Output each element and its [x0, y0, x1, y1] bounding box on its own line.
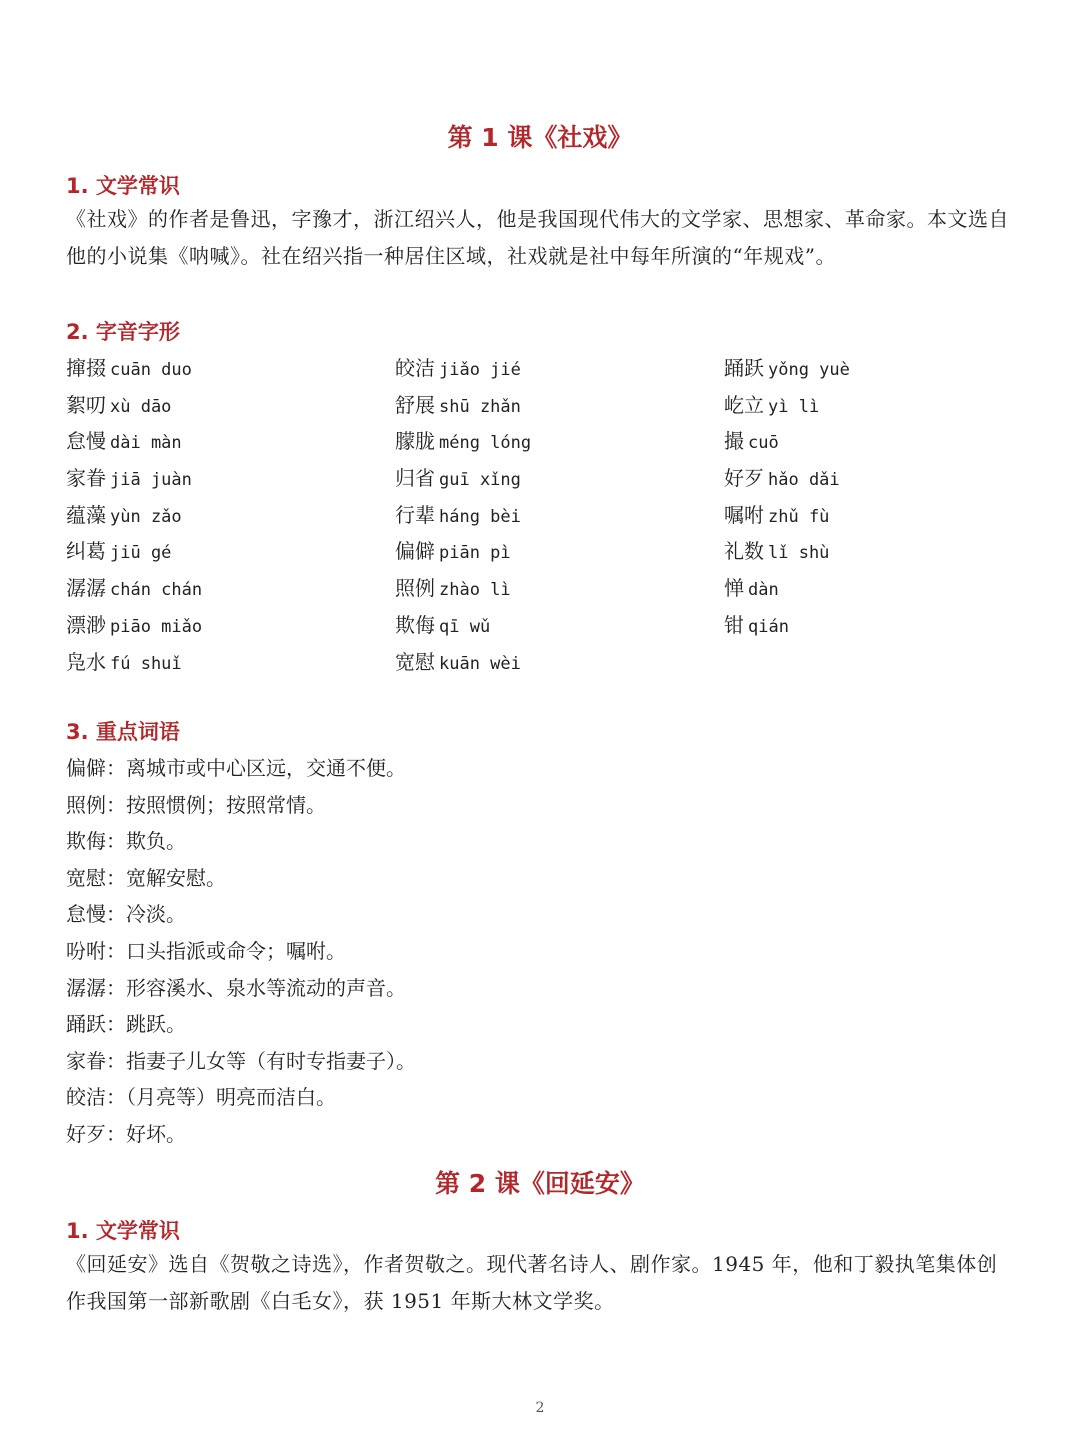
key-terms-list	[66, 750, 416, 1153]
lesson2-literary-text: 《回延安》选自《贺敬之诗选》，作者贺敬之。现代著名诗人、剧作家。1945 年，他和丁毅执笔集体创作我国第一部新歌剧《白毛女》，获 1951 年斯大林文学奖。	[66, 1252, 998, 1313]
vocab-item	[724, 497, 850, 534]
vocab-pinyin: guī xǐng	[439, 470, 521, 491]
key-term-item: 皎洁：（月亮等）明亮而洁白。	[66, 1085, 336, 1110]
vocab-item	[66, 607, 202, 644]
lesson1-section1-heading: 1. 文学常识	[66, 174, 180, 198]
vocab-item	[395, 423, 531, 460]
vocab-item	[66, 497, 202, 534]
vocab-pinyin: xù dāo	[110, 396, 172, 417]
key-term-item: 怠慢：冷淡。	[66, 902, 186, 927]
vocab-item	[395, 387, 531, 424]
vocab-pinyin: zhào lì	[439, 580, 511, 601]
vocab-word: 絮叨	[66, 392, 106, 417]
vocab-item	[66, 350, 202, 387]
vocab-word: 潺潺	[66, 576, 106, 601]
lesson1-title: 第 1 课《社戏》	[447, 123, 633, 152]
vocab-pinyin: qī wǔ	[439, 616, 491, 637]
vocab-item	[395, 350, 531, 387]
vocab-item	[395, 533, 531, 570]
vocab-pinyin: yǒng yuè	[768, 360, 850, 380]
key-term-item: 照例：按照惯例；按照常情。	[66, 792, 326, 817]
key-term-item: 欺侮：欺负。	[66, 829, 186, 854]
vocab-pinyin: yùn zǎo	[110, 506, 182, 527]
vocab-word: 纠葛	[66, 539, 106, 564]
key-term-item: 吩咐：口头指派或命令；嘱咐。	[66, 938, 346, 963]
lesson2-section1-heading: 1. 文学常识	[66, 1219, 180, 1243]
vocab-item	[395, 460, 531, 497]
vocab-pinyin: shū zhǎn	[439, 396, 521, 417]
vocab-word: 礼数	[724, 539, 764, 564]
vocab-pinyin: méng lóng	[439, 433, 532, 454]
vocab-word: 朦胧	[395, 429, 435, 454]
vocab-word: 行辈	[395, 502, 435, 527]
vocab-pinyin: kuān wèi	[439, 653, 521, 674]
vocab-item	[66, 644, 202, 681]
vocab-column-2	[395, 350, 531, 680]
vocab-pinyin: yì lì	[768, 396, 820, 417]
vocab-word: 皎洁	[395, 356, 435, 380]
vocab-item	[395, 570, 531, 607]
vocab-word: 撮	[724, 429, 744, 454]
vocab-pinyin: jiǎo jié	[439, 360, 521, 380]
vocab-item	[724, 570, 850, 607]
lesson1-literary-text: 《社戏》的作者是鲁迅，字豫才，浙江绍兴人，他是我国现代伟大的文学家、思想家、革命家。本文选自他的小说集《呐喊》。社在绍兴指一种居住区域，社戏就是社中每年所演的“年规戏”。	[66, 207, 1009, 268]
key-term-item: 偏僻：离城市或中心区远，交通不便。	[66, 756, 406, 780]
vocab-pinyin: jiā juàn	[110, 470, 192, 491]
vocab-pinyin: piāo miǎo	[110, 616, 203, 637]
vocab-pinyin: zhǔ fù	[768, 506, 830, 527]
vocab-word: 漂渺	[66, 612, 106, 637]
vocab-item	[724, 387, 850, 424]
vocab-pinyin: chán chán	[110, 580, 203, 601]
key-term-item: 家眷：指妻子儿女等（有时专指妻子）。	[66, 1048, 416, 1073]
vocab-item	[66, 387, 202, 424]
key-term-item: 宽慰：宽解安慰。	[66, 865, 226, 890]
vocab-item	[724, 423, 850, 460]
vocab-item	[724, 607, 850, 644]
vocab-word: 家眷	[66, 466, 106, 491]
vocab-column-1	[66, 350, 202, 680]
vocab-word: 撺掇	[66, 356, 106, 380]
vocab-item	[395, 607, 531, 644]
vocab-word: 惮	[724, 576, 744, 601]
lesson2-title: 第 2 课《回延安》	[435, 1169, 645, 1198]
lesson1-section3-heading: 3. 重点词语	[66, 720, 180, 744]
vocab-item	[395, 497, 531, 534]
page-number: 2	[535, 1400, 545, 1416]
vocab-item	[724, 350, 850, 387]
vocab-item	[66, 423, 202, 460]
vocab-pinyin: dài màn	[110, 433, 182, 454]
vocab-word: 屹立	[724, 392, 764, 417]
vocab-word: 归省	[395, 466, 435, 491]
vocab-word: 钳	[724, 612, 744, 637]
vocab-pinyin: dàn	[748, 580, 779, 601]
vocab-item	[66, 460, 202, 497]
vocab-pinyin: piān pì	[439, 543, 511, 564]
key-term-item: 好歹：好坏。	[66, 1121, 186, 1146]
vocab-word: 偏僻	[395, 539, 435, 564]
vocab-item	[395, 644, 531, 681]
vocab-word: 宽慰	[395, 649, 435, 674]
vocab-item	[724, 460, 850, 497]
vocab-word: 舒展	[395, 392, 435, 417]
lesson1-section2-heading: 2. 字音字形	[66, 320, 180, 344]
vocab-item	[66, 533, 202, 570]
vocab-word: 怠慢	[66, 429, 106, 454]
key-term-item: 踊跃：跳跃。	[66, 1012, 186, 1037]
vocab-word: 欺侮	[395, 612, 435, 637]
vocab-pinyin: háng bèi	[439, 506, 521, 527]
vocab-word: 嘱咐	[724, 502, 764, 527]
vocab-item	[66, 570, 202, 607]
vocab-pinyin: cuān duo	[110, 360, 192, 380]
vocab-pinyin: qián	[748, 616, 789, 637]
vocab-pinyin: lǐ shù	[768, 543, 830, 564]
vocab-word: 凫水	[66, 649, 106, 674]
key-term-item: 潺潺：形容溪水、泉水等流动的声音。	[66, 975, 406, 1000]
vocab-pinyin: fú shuǐ	[110, 653, 182, 674]
vocab-item	[724, 533, 850, 570]
vocab-pinyin: jiū gé	[110, 543, 172, 564]
vocab-word: 好歹	[724, 466, 764, 491]
vocab-pinyin: hǎo dǎi	[768, 470, 840, 491]
vocab-word: 踊跃	[724, 356, 764, 380]
vocab-pinyin: cuō	[748, 433, 779, 454]
vocab-word: 蕴藻	[66, 502, 106, 527]
vocab-column-3	[724, 350, 850, 644]
vocab-word: 照例	[395, 576, 435, 601]
